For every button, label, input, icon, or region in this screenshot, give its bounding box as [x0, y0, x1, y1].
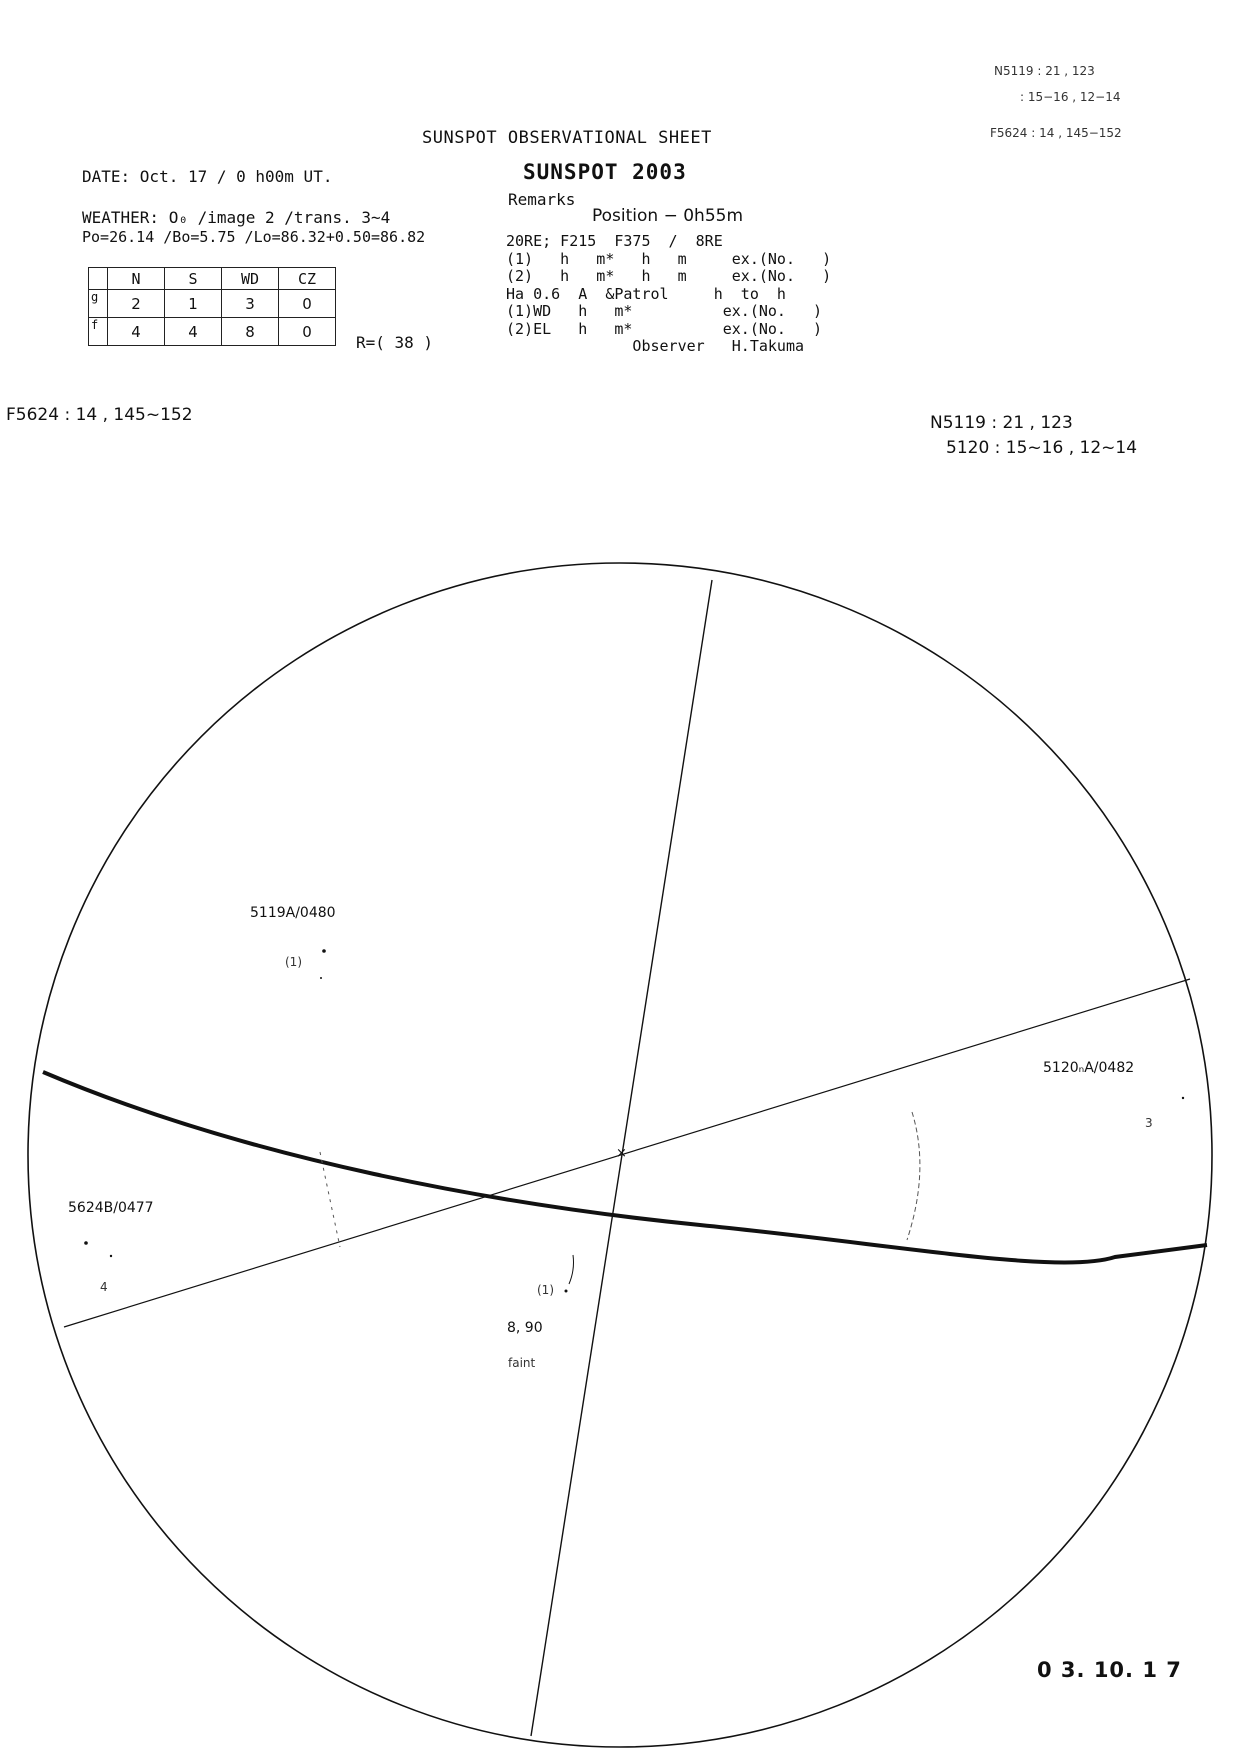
cell-g-s: 1 — [165, 290, 222, 318]
remarks-line: (2)EL h m* ex.(No. ) — [506, 319, 823, 338]
col-cz: CZ — [279, 268, 336, 290]
axis-line-ew — [64, 979, 1190, 1327]
note-left: F5624 : 14 , 145~152 — [6, 405, 193, 425]
col-wd: WD — [222, 268, 279, 290]
label-5120: 5120ₙA/0482 — [1043, 1060, 1135, 1076]
r-value: R=( 38 ) — [356, 333, 434, 352]
cell-g-cz: 0 — [279, 290, 336, 318]
label-5119-mark: (1) — [285, 955, 302, 969]
label-5119: 5119A/0480 — [250, 905, 336, 921]
row-label-f: f — [89, 318, 108, 346]
cell-f-wd: 8 — [222, 318, 279, 346]
remarks-line: (1) h m* h m ex.(No. ) — [506, 249, 832, 268]
date-line: DATE: Oct. 17 / 0 h00m UT. — [82, 167, 333, 186]
remarks-label: Remarks — [508, 190, 576, 209]
remarks-line: 20RE; F215 F375 / 8RE — [506, 232, 723, 250]
cell-f-s: 4 — [165, 318, 222, 346]
sheet-subtitle: SUNSPOT 2003 — [523, 160, 687, 184]
label-5120-count: 3 — [1145, 1116, 1153, 1130]
label-center-note-1: 8, 90 — [507, 1320, 543, 1336]
arc-mark-right — [907, 1112, 920, 1240]
weather-line: WEATHER: O₀ /image 2 /trans. 3~4 — [82, 208, 391, 227]
cell-g-n: 2 — [108, 290, 165, 318]
equator-track — [43, 1072, 1207, 1263]
cell-f-n: 4 — [108, 318, 165, 346]
center-cross-icon: × — [616, 1146, 627, 1161]
params-line: Po=26.14 /Bo=5.75 /Lo=86.32+0.50=86.82 — [82, 228, 426, 246]
label-center-note-2: faint — [508, 1356, 536, 1370]
label-5624: 5624B/0477 — [68, 1200, 154, 1216]
remarks-line: Ha 0.6 A &Patrol h to h — [506, 284, 786, 303]
spot-5120 — [1182, 1097, 1184, 1099]
corner-note-2: : 15−16 , 12−14 — [1020, 90, 1121, 104]
remarks-line: (1)WD h m* ex.(No. ) — [506, 302, 823, 320]
note-right-1: N5119 : 21 , 123 — [930, 413, 1073, 433]
spot-center — [565, 1290, 568, 1293]
spot-5624 — [84, 1241, 88, 1245]
label-center-mark: (1) — [537, 1283, 554, 1297]
sheet-title: SUNSPOT OBSERVATIONAL SHEET — [422, 128, 712, 148]
cell-g-wd: 3 — [222, 290, 279, 318]
label-5624-count: 4 — [100, 1280, 108, 1294]
date-stamp: 0 3. 10. 1 7 — [1037, 1658, 1182, 1682]
col-n: N — [108, 268, 165, 290]
cell-f-cz: 0 — [279, 318, 336, 346]
corner-note-3: F5624 : 14 , 145−152 — [990, 126, 1122, 140]
corner-note-1: N5119 : 21 , 123 — [994, 64, 1095, 78]
spot-center-trail — [569, 1255, 574, 1284]
spot-5119b — [320, 977, 322, 979]
remarks-observer: Observer H.Takuma — [506, 337, 805, 355]
col-s: S — [165, 268, 222, 290]
spot-5624b — [110, 1255, 112, 1257]
row-label-g: g — [89, 290, 108, 318]
note-right-2: 5120 : 15~16 , 12~14 — [946, 438, 1138, 458]
spot-5119 — [322, 949, 326, 953]
remarks-line: (2) h m* h m ex.(No. ) — [506, 267, 832, 285]
remarks-handwritten: Position − 0h55m — [592, 206, 744, 226]
